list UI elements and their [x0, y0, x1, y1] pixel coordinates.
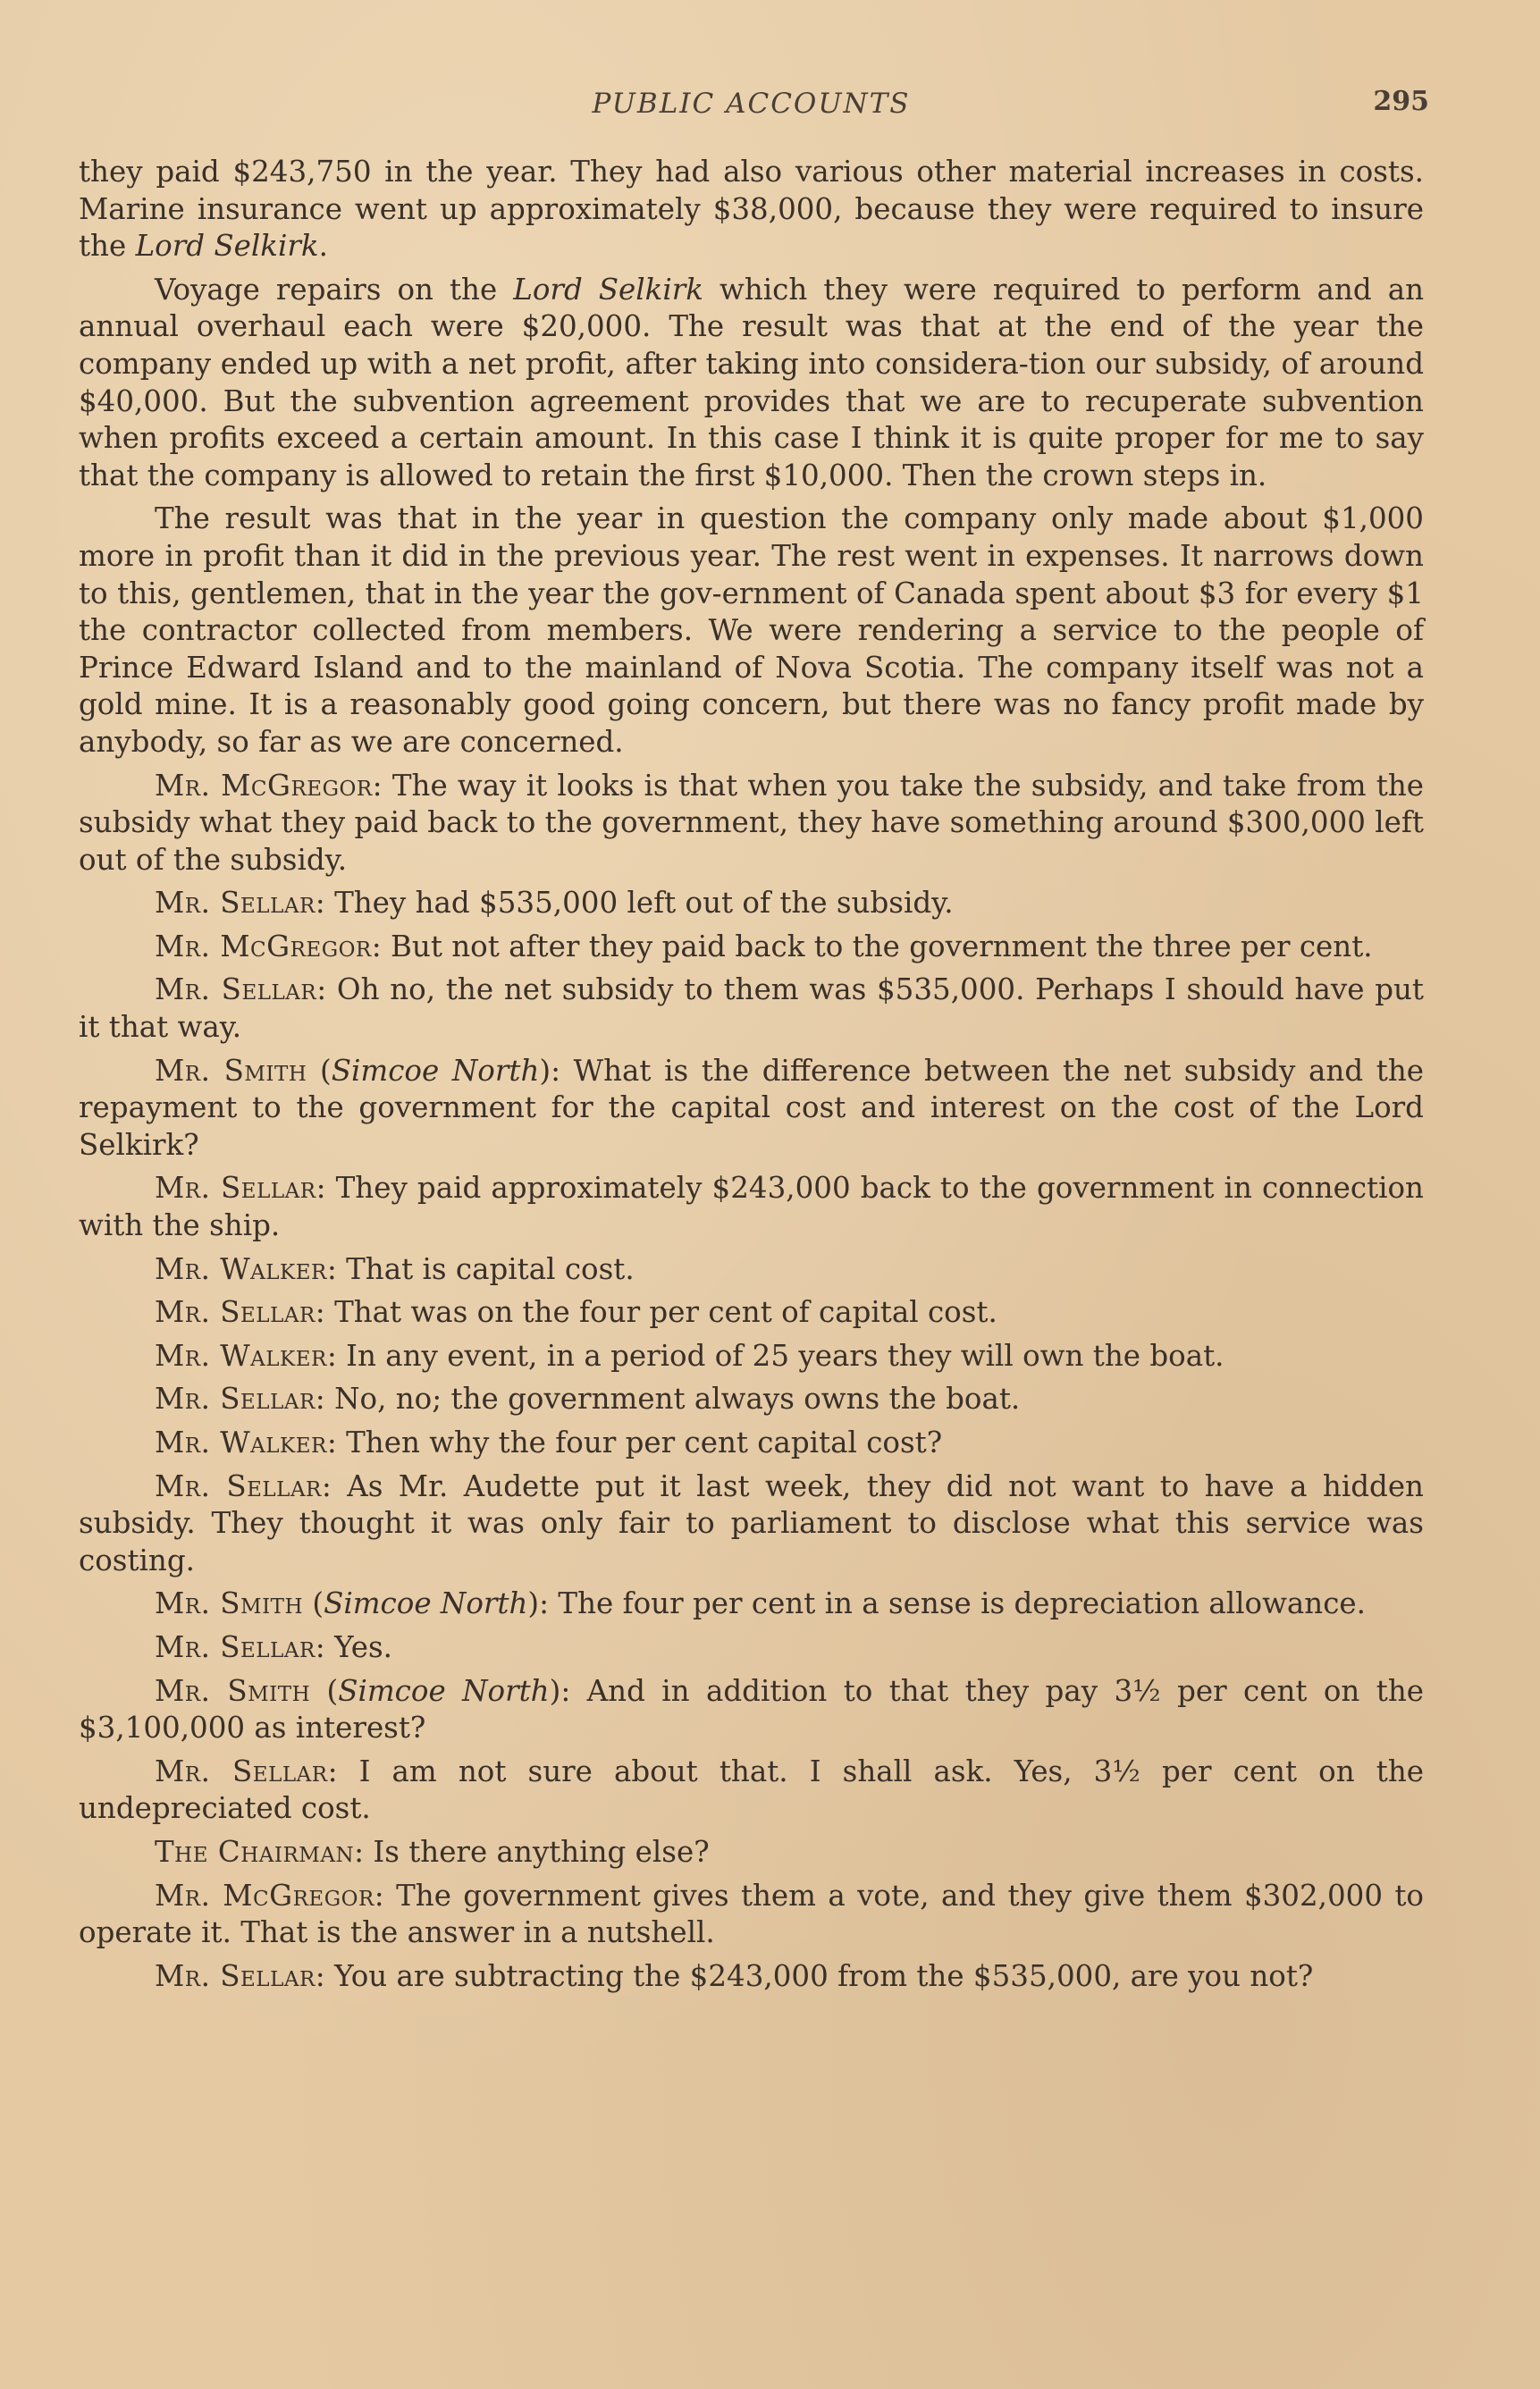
- document-page: [79, 80, 1429, 2001]
- speaker-name: Mr. Sellar: [155, 1629, 316, 1664]
- speaker-name: Mr. Sellar: [155, 1171, 316, 1206]
- paragraph-text: Voyage repairs on the: [155, 272, 514, 307]
- paragraph-text: : They paid approximately $243,000 back to the government in connection with the ship.: [79, 1171, 1424, 1243]
- speaker-constituency: Simcoe North: [331, 1053, 540, 1088]
- speech-paragraph: [79, 1958, 1424, 1996]
- text-paragraph: [79, 272, 1424, 495]
- paragraph-text: : No, no; the government always owns the boat.: [315, 1382, 1021, 1417]
- speaker-name: Mr. Walker: [155, 1251, 327, 1286]
- speaker-name: Mr. Sellar: [155, 886, 316, 921]
- paragraph-text: : The four per cent in a sense is depreciation allowance.: [539, 1586, 1366, 1621]
- speech-paragraph: Mr. Smith (Simcoe North): The four per cent in a sense is depreciation allowance.: [155, 1586, 1366, 1621]
- paragraph-text: : And in addition to that they pay 3½ per cent on the $3,100,000 as interest?: [79, 1673, 1424, 1745]
- body-text: [79, 154, 1424, 1995]
- speech-paragraph: [79, 1754, 1424, 1828]
- speaker-name: Mr. Walker: [155, 1426, 327, 1459]
- speech-paragraph: [79, 1629, 1424, 1667]
- paragraph-text-tail: which they were required to perform and an annual overhaul each were $20,000. The result was that at the end of the year the company ended up with a net profit, after taking into considera-tion our subsidy, of around $40,000. But the subvention agreement provides that we are to recuperate subvention when profits exceed a certain amount. In this case I think it is quite proper for me to say that the company is allowed to retain the first $10,000. Then the crown steps in.: [79, 272, 1425, 492]
- paragraph-text: : The way it looks is that when you take the subsidy, and take from the subsidy what they paid back to the government, they have something around $300,000 left out of the subsidy.: [79, 768, 1425, 877]
- speaker-name: Mr. Sellar: [155, 1468, 322, 1503]
- speech-paragraph: [79, 1381, 1424, 1418]
- running-head: [79, 80, 1429, 134]
- speaker-constituency: Simcoe North: [324, 1586, 528, 1621]
- speech-paragraph: [79, 1834, 1424, 1872]
- speaker-name: Mr. Smith: [155, 1586, 304, 1621]
- paragraph-text: : You are subtracting the $243,000 from the $535,000, are you not?: [315, 1958, 1314, 1993]
- text-paragraph: [79, 154, 1424, 265]
- paragraph-text: : Yes.: [315, 1629, 392, 1664]
- paragraph-text: : In any event, in a period of 25 years they will own the boat.: [326, 1338, 1224, 1373]
- speaker-name: Mr. Walker: [155, 1338, 327, 1373]
- speech-paragraph: [79, 885, 1424, 922]
- paragraph-text: : As Mr. Audette put it last week, they did not want to have a hidden subsidy. They thought it was only fair to parliament to disclose what this service was costing.: [79, 1468, 1424, 1577]
- running-title: PUBLIC ACCOUNTS: [592, 88, 911, 120]
- speech-paragraph: [79, 1425, 1424, 1462]
- paragraph-text: they paid $243,750 in the year. They had also various other material increases in costs. Marine insurance went up approximately $38,000, because they were required to insure the: [79, 155, 1424, 264]
- paragraph-text-tail: .: [318, 229, 328, 264]
- speaker-name: Mr. Sellar: [155, 1382, 316, 1417]
- speech-paragraph: [79, 1294, 1424, 1332]
- paragraph-text: : I am not sure about that. I shall ask. Yes, 3½ per cent on the undepreciated cost.: [79, 1754, 1424, 1826]
- speaker-name: Mr. Sellar: [155, 1958, 316, 1993]
- speaker-name: Mr. Sellar: [155, 1754, 328, 1788]
- speech-paragraph: [79, 768, 1424, 879]
- paragraph-text: : Is there anything else?: [354, 1834, 710, 1869]
- text-paragraph: [79, 501, 1424, 761]
- speech-paragraph: [79, 972, 1424, 1046]
- speaker-name: Mr. McGregor: [155, 1878, 374, 1913]
- ship-name: Lord Selkirk: [135, 229, 319, 264]
- speech-paragraph: [79, 929, 1424, 966]
- speaker-name: Mr. McGregor: [155, 768, 373, 803]
- speaker-constituency: Simcoe North: [338, 1673, 550, 1708]
- paragraph-text: : That is capital cost.: [326, 1251, 635, 1286]
- speech-paragraph: [79, 1338, 1424, 1375]
- paragraph-text: The result was that in the year in question the company only made about $1,000 more in profit than it did in the previous year. The rest went in expenses. It narrows down to this, gentlemen, that in the year the gov-ernment of Canada spent about $3 for every $1 the contractor collected from members. We were rendering a service to the people of Prince Edward Island and to the mainland of Nova Scotia. The company itself was not a gold mine. It is a reasonably good going concern, but there was no fancy profit made by anybody, so far as we are concerned.: [79, 501, 1424, 759]
- speech-paragraph: [79, 1878, 1424, 1952]
- speech-paragraph: Mr. Smith (Simcoe North): And in addition to that they pay 3½ per cent on the $3,100,000 as interest?: [79, 1673, 1424, 1745]
- speaker-name: Mr. Smith: [155, 1673, 311, 1708]
- paragraph-text: : They had $535,000 left out of the subsidy.: [315, 886, 954, 921]
- paragraph-text: : The government gives them a vote, and they give them $302,000 to operate it. That is the answer in a nutshell.: [79, 1878, 1424, 1950]
- speaker-name: Mr. Sellar: [155, 972, 317, 1007]
- speaker-name: Mr. Smith: [155, 1053, 307, 1088]
- paragraph-text: : Then why the four per cent capital cost?: [326, 1426, 943, 1459]
- paragraph-text: : What is the difference between the net subsidy and the repayment to the government for the capital cost and interest on the cost of the Lord Selkirk?: [79, 1053, 1425, 1162]
- paragraph-text: : That was on the four per cent of capital cost.: [315, 1295, 997, 1330]
- paragraph-text: : But not after they paid back to the government the three per cent.: [371, 929, 1373, 963]
- speaker-name: The Chairman: [155, 1834, 355, 1869]
- speech-paragraph: [79, 1251, 1424, 1289]
- paragraph-text: : Oh no, the net subsidy to them was $535,000. Perhaps I should have put it that way.: [79, 972, 1424, 1045]
- ship-name: Lord Selkirk: [513, 272, 703, 307]
- page-number: 295: [1373, 86, 1429, 117]
- speaker-name: Mr. McGregor: [155, 929, 372, 963]
- speech-paragraph: Mr. Smith (Simcoe North): What is the difference between the net subsidy and the repayment to the government for the capital cost and interest on the cost of the Lord Selkirk?: [79, 1053, 1425, 1162]
- speech-paragraph: [79, 1468, 1424, 1580]
- speaker-name: Mr. Sellar: [155, 1295, 316, 1330]
- speech-paragraph: [79, 1170, 1424, 1244]
